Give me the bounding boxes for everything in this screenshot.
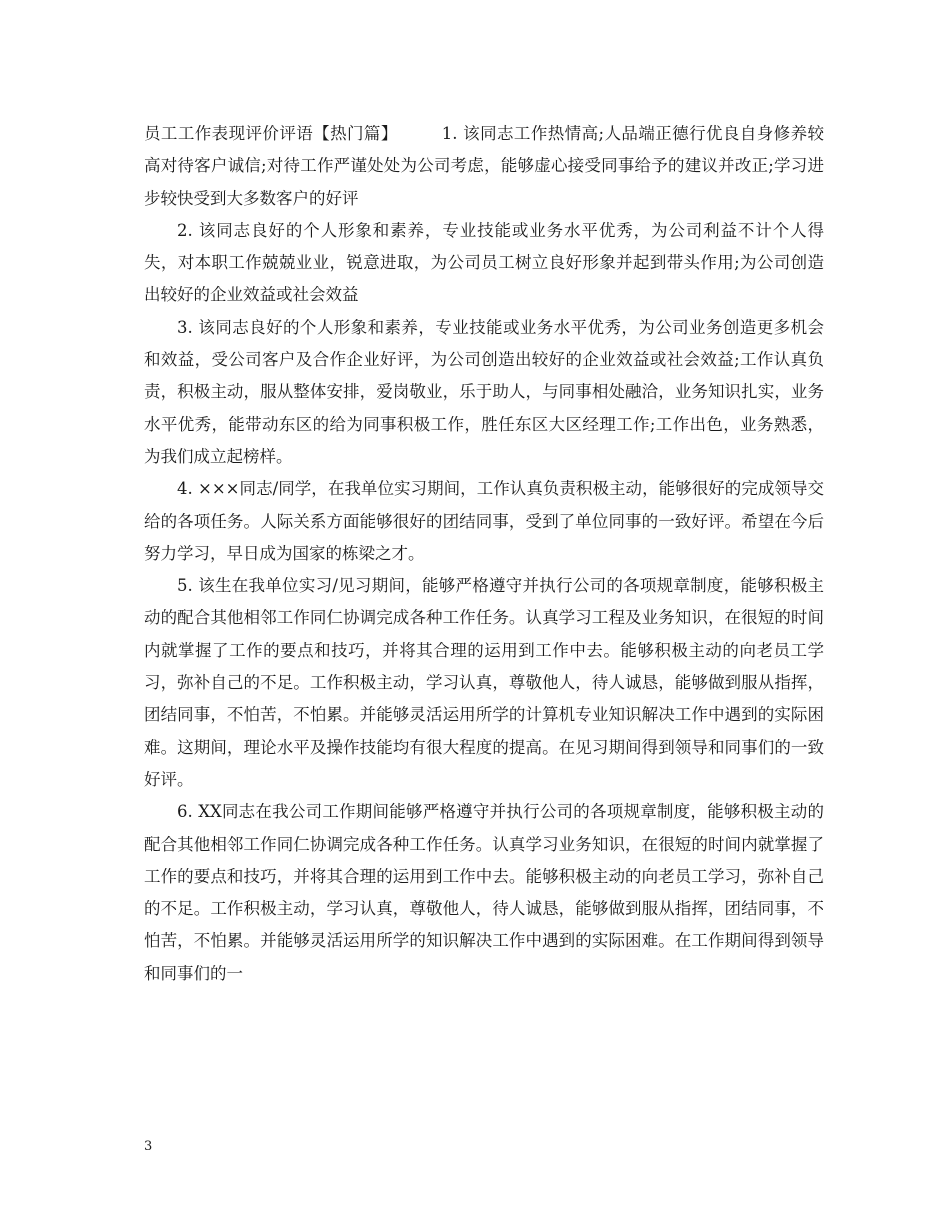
paragraph-6: 6. XX同志在我公司工作期间能够严格遵守并执行公司的各项规章制度，能够积极主动的配合其他相邻工作同仁协调完成各种工作任务。认真学习业务知识，在很短的时间内就掌握了工作的要点和技巧，并将其合理的运用到工作中去。能够积极主动的向老员工学习，弥补自己的不足。工作积极主动，学习认真，尊敬他人，待人诚恳，能够做到服从指挥，团结同事，不怕苦，不怕累。并能够灵活运用所学的知识解决工作中遇到的实际困难。在工作期间得到领导和同事们的一: [144, 802, 824, 983]
paragraph-5: 5. 该生在我单位实习/见习期间，能够严格遵守并执行公司的各项规章制度，能够积极主动的配合其他相邻工作同仁协调完成各种工作任务。认真学习工程及业务知识，在很短的时间内就掌握了工作的要点和技巧，并将其合理的运用到工作中去。能够积极主动的向老员工学习，弥补自己的不足。工作积极主动，学习认真，尊敬他人，待人诚恳，能够做到服从指挥，团结同事，不怕苦，不怕累。并能够灵活运用所学的计算机专业知识解决工作中遇到的实际困难。这期间，理论水平及操作技能均有很大程度的提高。在见习期间得到领导和同事们的一致好评。: [144, 576, 824, 789]
paragraph-3: 3. 该同志良好的个人形象和素养，专业技能或业务水平优秀，为公司业务创造更多机会和效益，受公司客户及合作企业好评，为公司创造出较好的企业效益或社会效益;工作认真负责，积极主动，服从整体安排，爱岗敬业，乐于助人，与同事相处融洽，业务知识扎实，业务水平优秀，能带动东区的给为同事积极工作，胜任东区大区经理工作;工作出色，业务熟悉，为我们成立起榜样。: [144, 317, 824, 466]
document-title: 员工工作表现评价评语【热门篇】: [144, 124, 398, 143]
document-body: [144, 118, 824, 990]
paragraph-1: [144, 118, 824, 215]
page-number: 3: [144, 1139, 153, 1154]
paragraph-4: 4. ×××同志/同学，在我单位实习期间，工作认真负责积极主动，能够很好的完成领导交给的各项任务。人际关系方面能够很好的团结同事，受到了单位同事的一致好评。希望在今后努力学习，早日成为国家的栋梁之才。: [144, 479, 824, 563]
paragraph-1-text: 1. 该同志工作热情高;人品端正德行优良自身修养较高对待客户诚信;对待工作严谨处处为公司考虑，能够虚心接受同事给予的建议并改正;学习进步较快受到大多数客户的好评: [144, 124, 825, 208]
paragraph-2: 2. 该同志良好的个人形象和素养，专业技能或业务水平优秀，为公司利益不计个人得失，对本职工作兢兢业业，锐意进取，为公司员工树立良好形象并起到带头作用;为公司创造出较好的企业效益或社会效益: [144, 220, 824, 305]
